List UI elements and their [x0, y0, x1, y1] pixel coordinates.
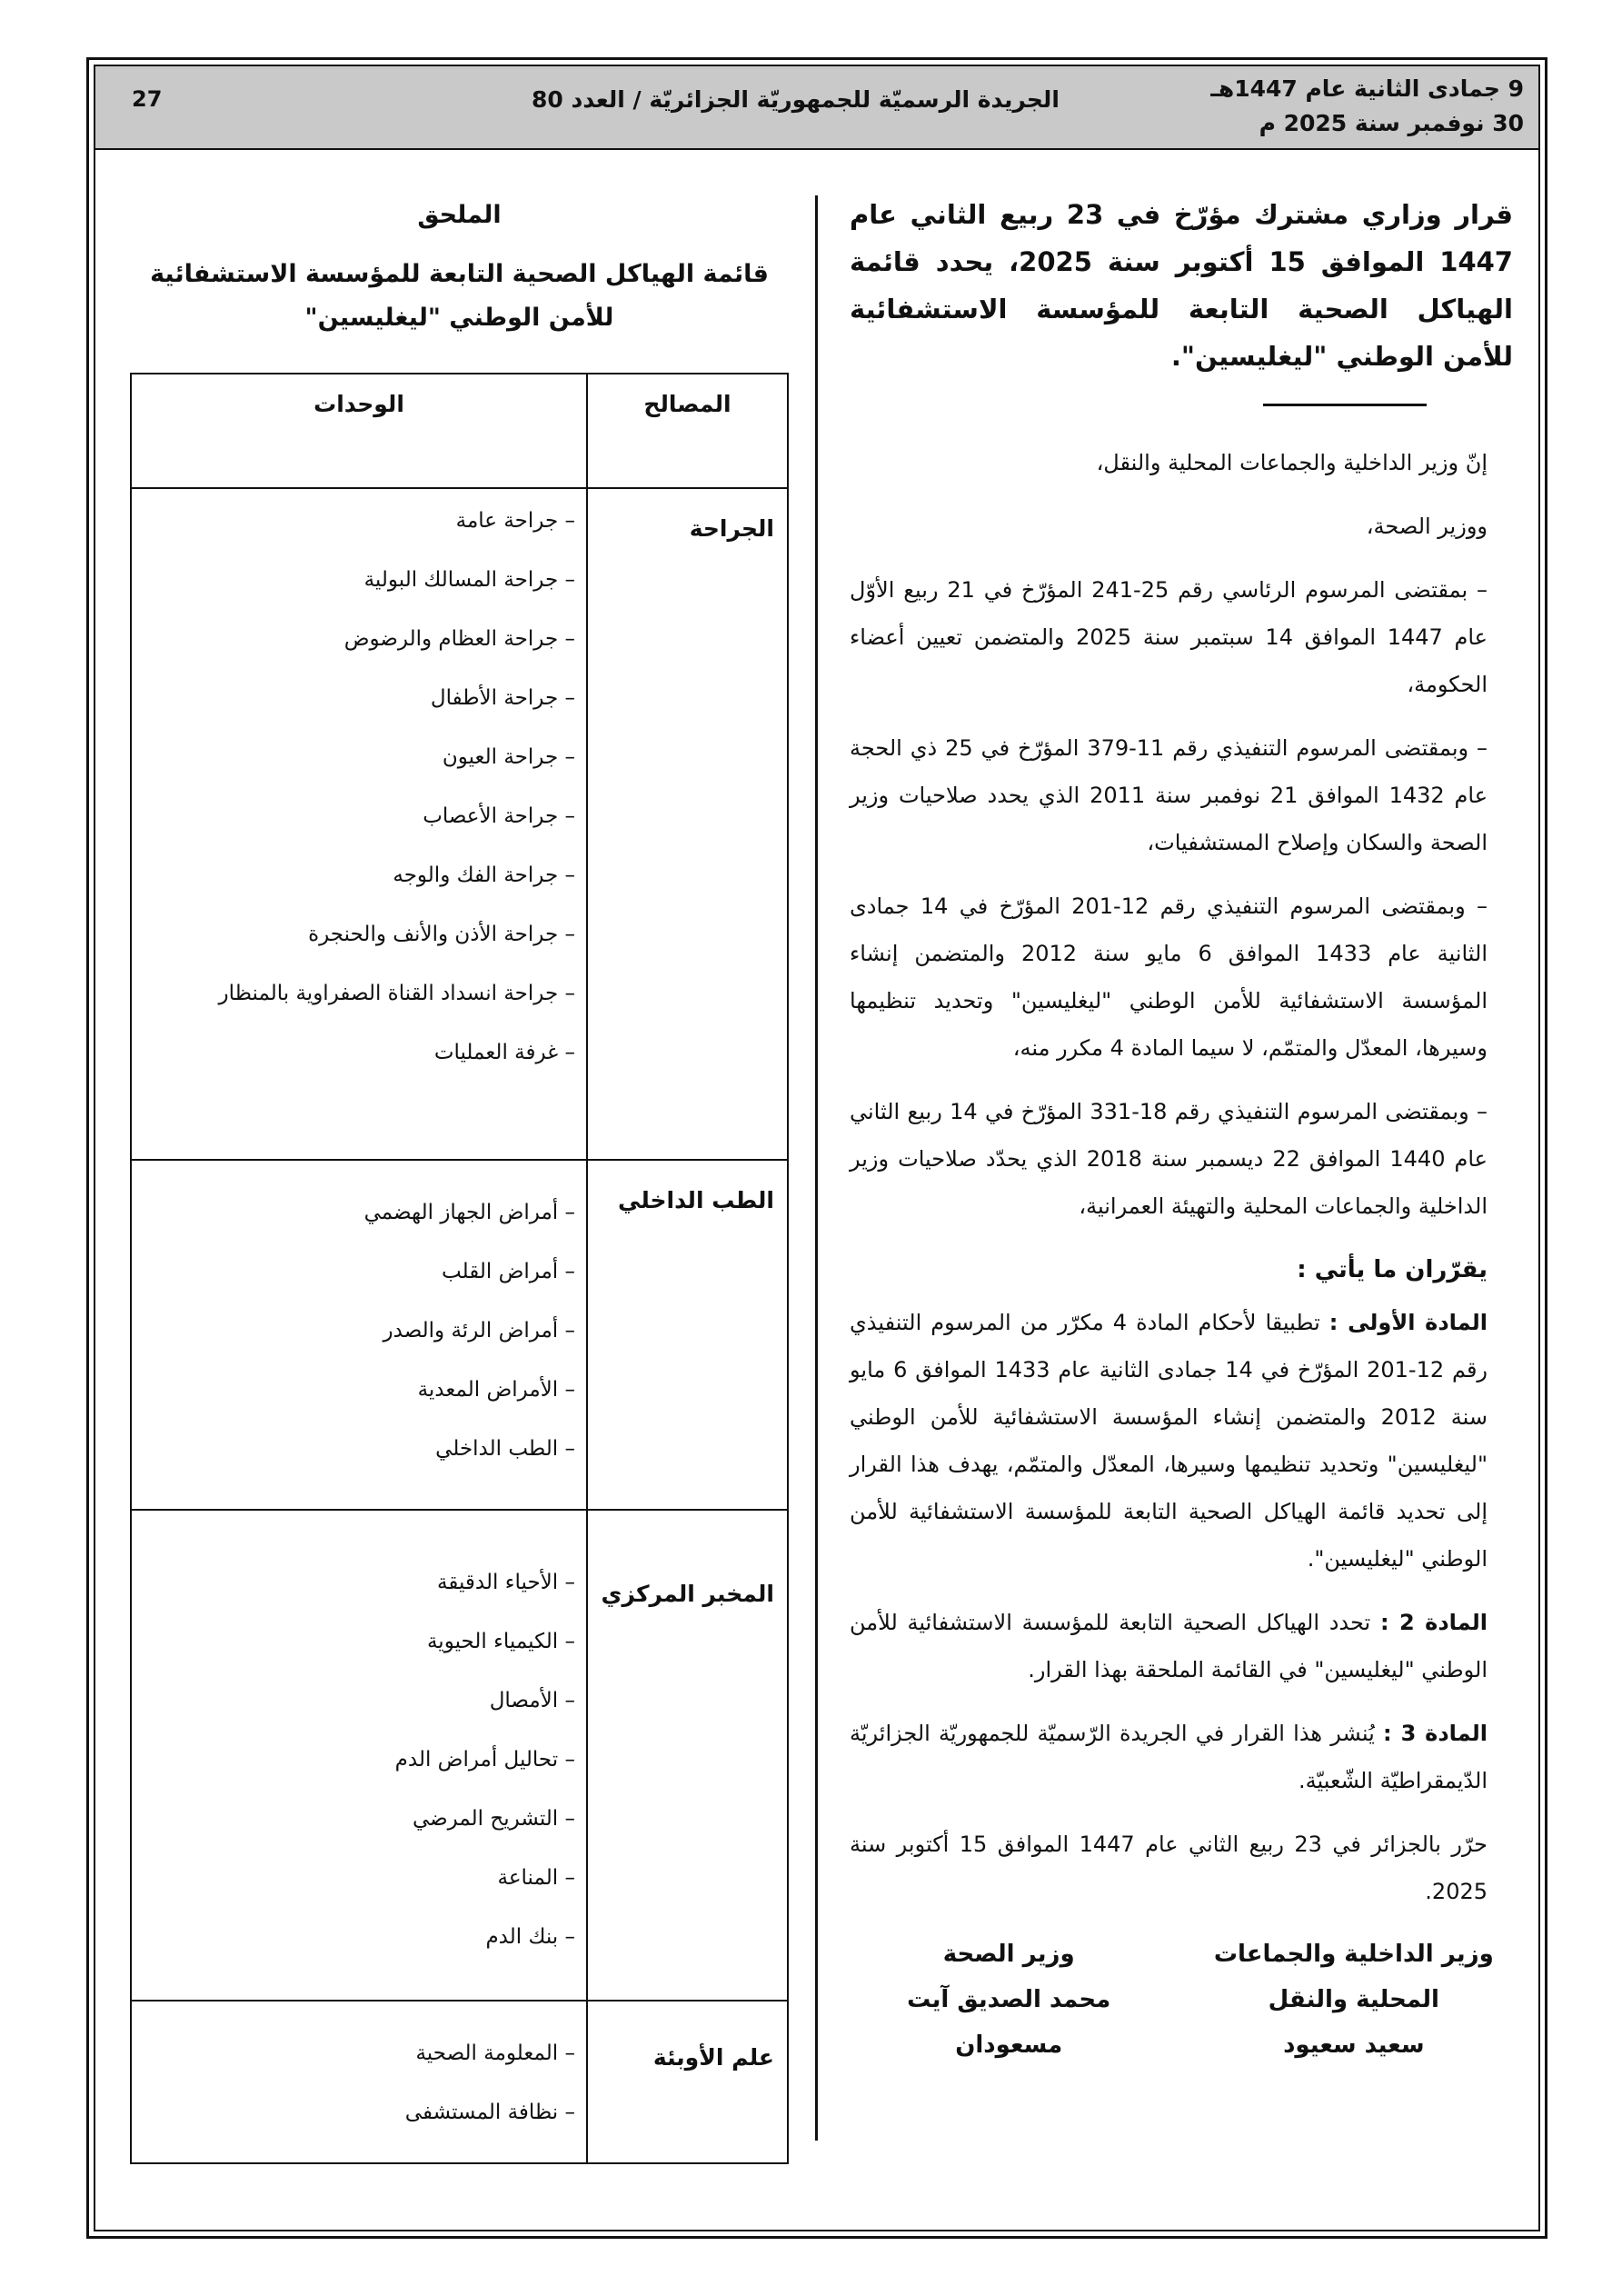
- decree-column: [850, 191, 1513, 2068]
- hijri-date: 9 جمادى الثانية عام 1447هـ: [1210, 75, 1524, 102]
- preamble-clause: – وبمقتضى المرسوم التنفيذي رقم 12-201 المؤرّخ في 14 جمادى الثانية عام 1433 الموافق 6 مايو سنة 2012 والمتضمن إنشاء المؤسسة الاستشفائية للأمن الوطني "ليغليسين" وتحديد تنظيمها وسيرها، المعدّل والمتمّم، لا سيما المادة 4 مكرر منه،: [850, 893, 1488, 1061]
- signatory-title: وزير الصحة: [942, 1941, 1075, 1968]
- unit-item: – الأمصال: [489, 1689, 575, 1712]
- signed-at: حرّر بالجزائر في 23 ربيع الثاني عام 1447 الموافق 15 أكتوبر سنة 2025.: [850, 1832, 1488, 1904]
- article-text: يُنشر هذا القرار في الجريدة الرّسميّة للجمهوريّة الجزائريّة الدّيمقراطيّة الشّعبيّة.: [850, 1721, 1488, 1793]
- signature-health: [850, 1932, 1168, 2068]
- article-3: [850, 1710, 1513, 1804]
- unit-item: – أمراض القلب: [442, 1260, 575, 1283]
- unit-item: – المعلومة الصحية: [415, 2041, 575, 2065]
- journal-title: الجريدة الرسميّة للجمهوريّة الجزائريّة / العدد 80: [532, 86, 1060, 113]
- signature-interior: [1195, 1932, 1513, 2068]
- preamble-clause: – وبمقتضى المرسوم التنفيذي رقم 18-331 المؤرّخ في 14 ربيع الثاني عام 1440 الموافق 22 ديسمبر سنة 2018 الذي يحدّد صلاحيات وزير الداخلية والجماعات المحلية والتهيئة العمرانية،: [850, 1099, 1488, 1219]
- unit-item: – جراحة الأطفال: [430, 686, 575, 710]
- article-label: المادة 2 :: [1379, 1610, 1488, 1635]
- table-row: [131, 1510, 788, 2001]
- unit-item: – الأحياء الدقيقة: [437, 1571, 575, 1594]
- decree-title: قرار وزاري مشترك مؤرّخ في 23 ربيع الثاني عام 1447 الموافق 15 أكتوبر سنة 2025، يحدد قائمة الهياكل الصحية التابعة للمؤسسة الاستشفائية للأمن الوطني "ليغليسين".: [850, 199, 1514, 372]
- unit-item: – أمراض الرئة والصدر: [383, 1319, 575, 1343]
- annex-table: [130, 373, 789, 2164]
- article-1: [850, 1299, 1513, 1582]
- preamble-line: ووزير الصحة،: [1366, 514, 1488, 539]
- column-header-services: المصالح: [587, 374, 788, 488]
- unit-item: – جراحة انسداد القناة الصفراوية بالمنظار: [218, 982, 575, 1005]
- preamble-clause: – وبمقتضى المرسوم التنفيذي رقم 11-379 المؤرّخ في 25 ذي الحجة عام 1432 الموافق 21 نوفمبر سنة 2011 الذي يحدد صلاحيات وزير الصحة والسكان وإصلاح المستشفيات،: [850, 735, 1488, 855]
- unit-item: – تحاليل أمراض الدم: [394, 1748, 575, 1772]
- unit-item: – نظافة المستشفى: [404, 2101, 575, 2124]
- service-name: الطب الداخلي: [587, 1160, 788, 1510]
- article-label: المادة الأولى :: [1328, 1310, 1488, 1335]
- article-text: تطبيقا لأحكام المادة 4 مكرّر من المرسوم التنفيذي رقم 12-201 المؤرّخ في 14 جمادى الثانية عام 1433 الموافق 6 مايو سنة 2012 والمتضمن إنشاء المؤسسة الاستشفائية للأمن الوطني "ليغليسين" وتحديد تنظيمها وسيرها، المعدّل والمتمّم، يهدف هذا القرار إلى تحديد قائمة الهياكل الصحية التابعة للمؤسسة الاستشفائية للأمن الوطني "ليغليسين".: [850, 1310, 1488, 1572]
- unit-list: [131, 488, 587, 1160]
- article-text: تحدد الهياكل الصحية التابعة للمؤسسة الاستشفائية للأمن الوطني "ليغليسين" في القائمة الملحقة بهذا القرار.: [850, 1610, 1488, 1682]
- unit-item: – جراحة عامة: [455, 509, 575, 533]
- column-divider: [815, 195, 818, 2141]
- column-header-units: الوحدات: [131, 374, 587, 488]
- unit-item: – جراحة العظام والرضوض: [343, 627, 575, 651]
- page-header: [95, 66, 1538, 150]
- preamble-line: إنّ وزير الداخلية والجماعات المحلية والنقل،: [1096, 450, 1488, 475]
- unit-list: [131, 2001, 587, 2163]
- signatures: [850, 1932, 1513, 2068]
- unit-item: – الطب الداخلي: [435, 1437, 575, 1461]
- issue-date: [1210, 72, 1524, 141]
- annex-heading: الملحق: [417, 201, 502, 229]
- annex-column: [130, 191, 789, 360]
- signatory-name: سعيد سعيود: [1283, 2031, 1425, 2059]
- unit-item: – الكيمياء الحيوية: [426, 1630, 575, 1653]
- service-name: المخبر المركزي: [587, 1510, 788, 2001]
- table-row: [131, 488, 788, 1160]
- unit-item: – الأمراض المعدية: [417, 1378, 575, 1402]
- table-row: [131, 2001, 788, 2163]
- table-row: [131, 1160, 788, 1510]
- annex-subtitle: قائمة الهياكل الصحية التابعة للمؤسسة الاستشفائية للأمن الوطني "ليغليسين": [150, 260, 769, 332]
- unit-item: – جراحة الأذن والأنف والحنجرة: [308, 923, 575, 946]
- title-rule: [1263, 404, 1427, 406]
- decide-heading: يقرّران ما يأتي :: [1297, 1256, 1488, 1283]
- unit-item: – جراحة المسالك البولية: [363, 568, 575, 592]
- signatory-name: محمد الصديق آيت مسعودان: [907, 1986, 1111, 2059]
- unit-item: – التشريح المرضي: [412, 1807, 575, 1831]
- preamble-clause: – بمقتضى المرسوم الرئاسي رقم 25-241 المؤرّخ في 21 ربيع الأوّل عام 1447 الموافق 14 سبتمبر سنة 2025 والمتضمن تعيين أعضاء الحكومة،: [850, 577, 1488, 697]
- article-2: [850, 1599, 1513, 1693]
- unit-list: [131, 1510, 587, 2001]
- unit-item: – بنك الدم: [485, 1925, 575, 1949]
- table-header-row: [131, 374, 788, 488]
- unit-list: [131, 1160, 587, 1510]
- article-label: المادة 3 :: [1383, 1721, 1488, 1746]
- page-number: 27: [132, 86, 163, 112]
- signatory-title: وزير الداخلية والجماعات المحلية والنقل: [1213, 1941, 1494, 2013]
- unit-item: – غرفة العمليات: [433, 1041, 575, 1064]
- unit-item: – جراحة الفك والوجه: [393, 863, 575, 887]
- unit-item: – جراحة العيون: [442, 745, 575, 769]
- unit-item: – المناعة: [497, 1866, 575, 1890]
- service-name: الجراحة: [587, 488, 788, 1160]
- unit-item: – أمراض الجهاز الهضمي: [363, 1201, 575, 1224]
- gregorian-date: 30 نوفمبر سنة 2025 م: [1259, 110, 1524, 136]
- unit-item: – جراحة الأعصاب: [423, 804, 575, 828]
- service-name: علم الأوبئة: [587, 2001, 788, 2163]
